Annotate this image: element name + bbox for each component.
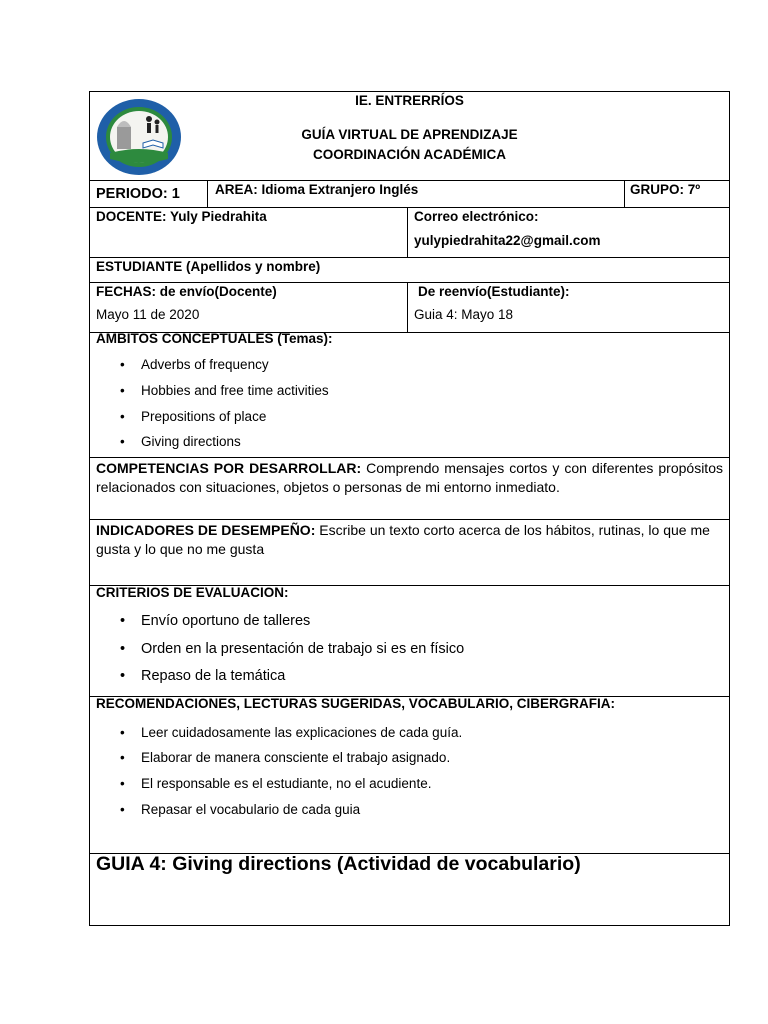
criterios-row [90, 586, 729, 697]
estudiante-label: ESTUDIANTE (Apellidos y nombre) [96, 259, 321, 274]
fecha-reenvio: Guia 4: Mayo 18 [414, 307, 514, 322]
area-label: AREA: Idioma Extranjero Inglés [215, 182, 419, 197]
competencias-body: Comprendo mensajes cortos y con diferentes propósitos relacionados con situaciones, objetos o personas de mi entorno inmediato. [96, 460, 723, 495]
ambitos-row [90, 333, 729, 458]
indicadores-label: INDICADORES DE DESEMPEÑO: [96, 522, 316, 538]
indicadores-body: Escribe un texto corto acerca de los hábitos, rutinas, lo que me gusta y lo que no me gusta [96, 522, 710, 557]
list-item: • Elaborar de manera consciente el trabajo asignado. [141, 750, 450, 765]
header-row [90, 92, 729, 181]
school-name: IE. ENTRERRÍOS [355, 93, 464, 108]
guia-title: GUIA 4: Giving directions (Actividad de vocabulario) [96, 853, 581, 875]
list-item: • Repasar el vocabulario de cada guia [141, 802, 360, 817]
list-item: • Leer cuidadosamente las explicaciones de cada guía. [141, 725, 462, 740]
list-item: • Prepositions of place [141, 409, 266, 424]
list-item: • Giving directions [141, 434, 241, 449]
grupo-label: GRUPO: 7º [630, 182, 701, 197]
email-value: yulypiedrahita22@gmail.com [414, 233, 601, 248]
docente-row [90, 208, 729, 258]
reenvio-label: De reenvío(Estudiante): [418, 284, 570, 299]
guide-document [89, 91, 730, 926]
list-item: • Adverbs of frequency [141, 357, 269, 372]
indicadores-text [96, 521, 723, 559]
list-item: • Orden en la presentación de trabajo si es en físico [141, 641, 464, 657]
competencias-label: COMPETENCIAS POR DESARROLLAR: [96, 460, 362, 476]
fechas-row [90, 283, 729, 333]
list-item: • El responsable es el estudiante, no el acudiente. [141, 776, 431, 791]
list-item: • Hobbies and free time activities [141, 383, 329, 398]
estudiante-row [90, 258, 729, 283]
docente-label: DOCENTE: Yuly Piedrahita [96, 209, 267, 224]
criterios-title: CRITERIOS DE EVALUACION: [96, 585, 289, 600]
periodo-row [90, 181, 729, 208]
fecha-envio: Mayo 11 de 2020 [96, 307, 200, 322]
coordination-title: COORDINACIÓN ACADÉMICA [313, 147, 506, 162]
competencias-row [90, 458, 729, 520]
guia-row [90, 854, 729, 927]
list-item: • Envío oportuno de talleres [141, 613, 310, 629]
recomendaciones-row [90, 697, 729, 854]
competencias-text [96, 459, 723, 497]
recomendaciones-title: RECOMENDACIONES, LECTURAS SUGERIDAS, VOCABULARIO, CIBERGRAFIA: [96, 696, 616, 711]
guide-title: GUÍA VIRTUAL DE APRENDIZAJE [301, 127, 518, 142]
ambitos-title: AMBITOS CONCEPTUALES (Temas): [96, 331, 333, 346]
periodo-label: PERIODO: 1 [96, 186, 180, 202]
fechas-label: FECHAS: de envío(Docente) [96, 284, 277, 299]
list-item: • Repaso de la temática [141, 668, 285, 684]
indicadores-row [90, 520, 729, 586]
email-label: Correo electrónico: [414, 209, 539, 224]
